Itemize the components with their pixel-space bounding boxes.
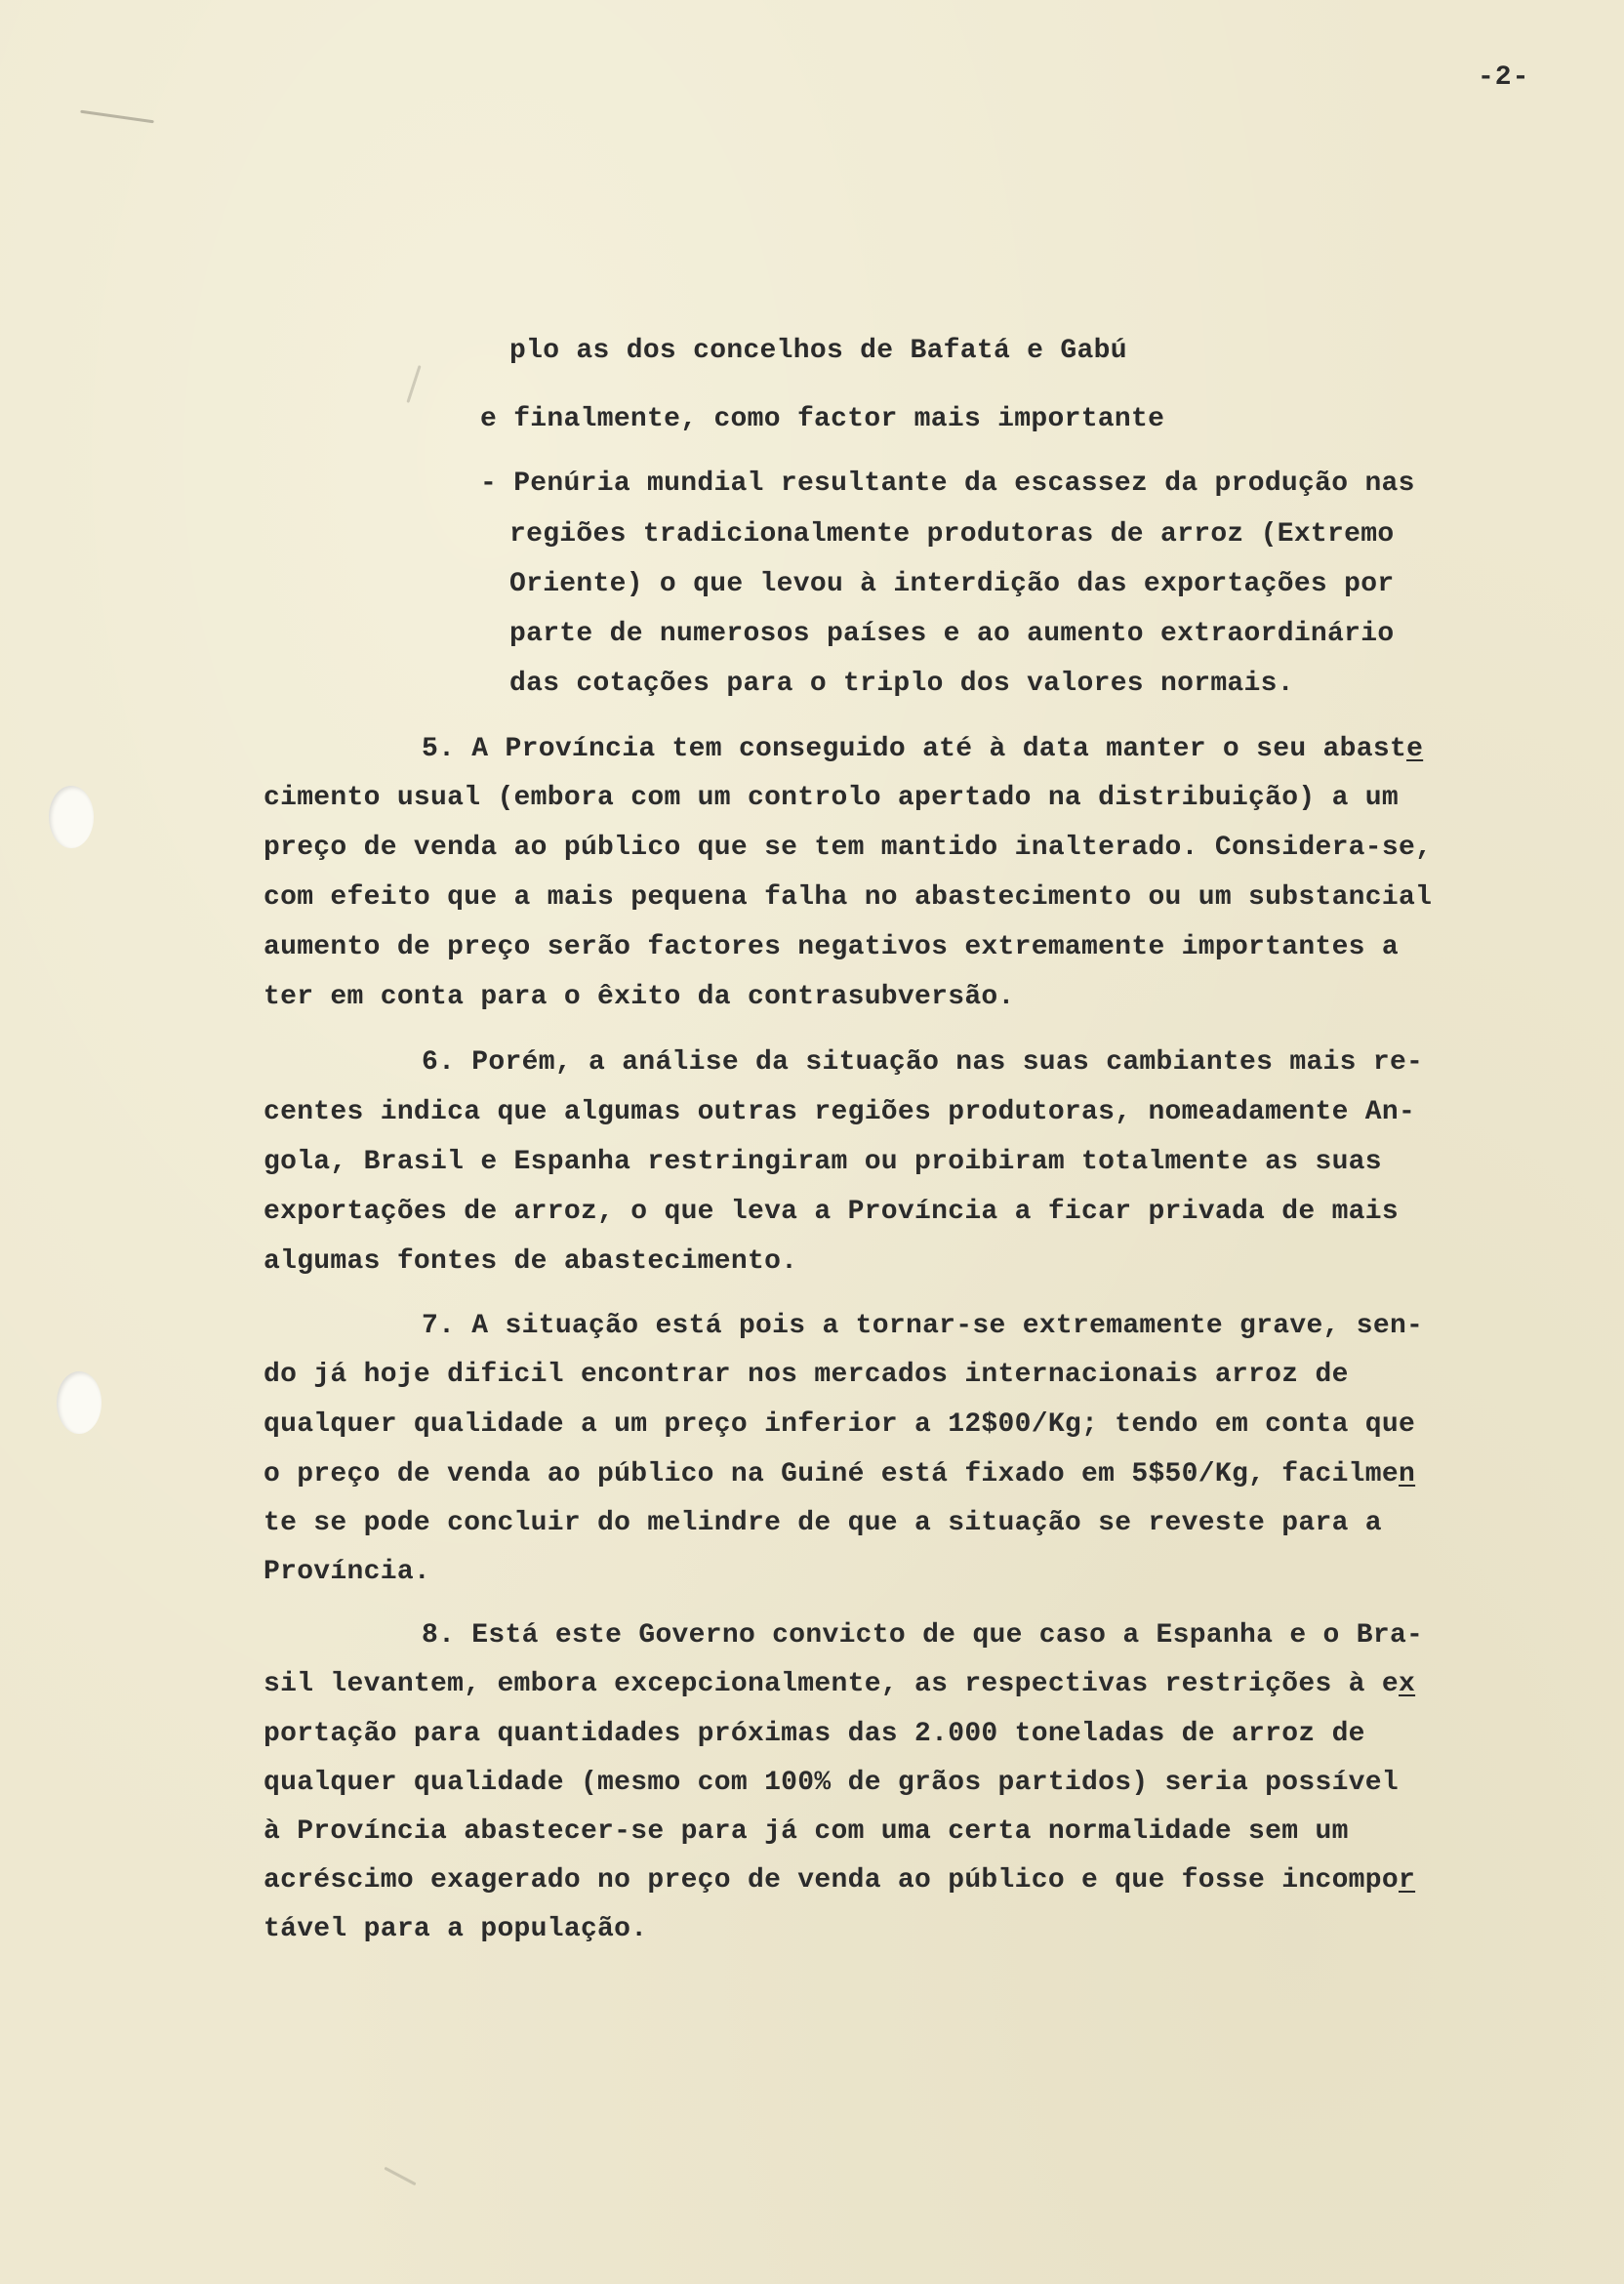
text-line: acréscimo exagerado no preço de venda ao público e que fosse incompor bbox=[264, 1865, 1416, 1896]
text-line: 7. A situação está pois a tornar-se extremamente grave, sen- bbox=[422, 1311, 1424, 1341]
punch-hole bbox=[57, 1371, 102, 1434]
text-line: 6. Porém, a análise da situação nas suas cambiantes mais re- bbox=[422, 1047, 1424, 1078]
text-line: te se pode concluir do melindre de que a situação se reveste para a bbox=[264, 1508, 1382, 1538]
punch-hole bbox=[49, 786, 94, 848]
page-number: -2- bbox=[1478, 62, 1530, 93]
text-line: do já hoje dificil encontrar nos mercados internacionais arroz de bbox=[264, 1360, 1349, 1390]
text-line: das cotações para o triplo dos valores normais. bbox=[509, 669, 1294, 699]
text-line: gola, Brasil e Espanha restringiram ou proibiram totalmente as suas bbox=[264, 1147, 1382, 1177]
text-line: portação para quantidades próximas das 2.000 toneladas de arroz de bbox=[264, 1719, 1365, 1749]
text-line: parte de numerosos países e ao aumento extraordinário bbox=[509, 619, 1395, 649]
text-line: 5. A Província tem conseguido até à data manter o seu abaste bbox=[422, 734, 1424, 764]
text-line: centes indica que algumas outras regiões produtoras, nomeadamente An- bbox=[264, 1097, 1416, 1127]
text-line: o preço de venda ao público na Guiné está fixado em 5$50/Kg, facilmen bbox=[264, 1459, 1416, 1489]
text-line: - Penúria mundial resultante da escassez da produção nas bbox=[480, 469, 1415, 499]
text-line: preço de venda ao público que se tem mantido inalterado. Considera-se, bbox=[264, 833, 1433, 863]
paper-mark bbox=[384, 2167, 416, 2186]
text-line: sil levantem, embora excepcionalmente, as respectivas restrições à ex bbox=[264, 1669, 1416, 1699]
text-line: com efeito que a mais pequena falha no abastecimento ou um substancial bbox=[264, 882, 1433, 913]
text-line: regiões tradicionalmente produtoras de arroz (Extremo bbox=[509, 519, 1395, 550]
text-line: exportações de arroz, o que leva a Província a ficar privada de mais bbox=[264, 1197, 1399, 1227]
text-line: à Província abastecer-se para já com uma certa normalidade sem um bbox=[264, 1816, 1349, 1847]
text-line: aumento de preço serão factores negativos extremamente importantes a bbox=[264, 932, 1399, 962]
text-line: 8. Está este Governo convicto de que caso a Espanha e o Bra- bbox=[422, 1620, 1424, 1651]
text-line: Província. bbox=[264, 1557, 431, 1587]
text-line: algumas fontes de abastecimento. bbox=[264, 1246, 798, 1277]
text-line: plo as dos concelhos de Bafatá e Gabú bbox=[509, 336, 1127, 366]
text-line: qualquer qualidade a um preço inferior a 12$00/Kg; tendo em conta que bbox=[264, 1409, 1416, 1440]
text-line: qualquer qualidade (mesmo com 100% de grãos partidos) seria possível bbox=[264, 1768, 1399, 1798]
text-line: ter em conta para o êxito da contrasubversão. bbox=[264, 982, 1015, 1012]
text-line: tável para a população. bbox=[264, 1914, 648, 1944]
text-line: Oriente) o que levou à interdição das exportações por bbox=[509, 569, 1395, 599]
text-line: e finalmente, como factor mais importante bbox=[480, 404, 1165, 434]
paper-mark bbox=[406, 365, 421, 403]
paper-mark bbox=[80, 110, 154, 124]
text-line: cimento usual (embora com um controlo apertado na distribuição) a um bbox=[264, 783, 1399, 813]
